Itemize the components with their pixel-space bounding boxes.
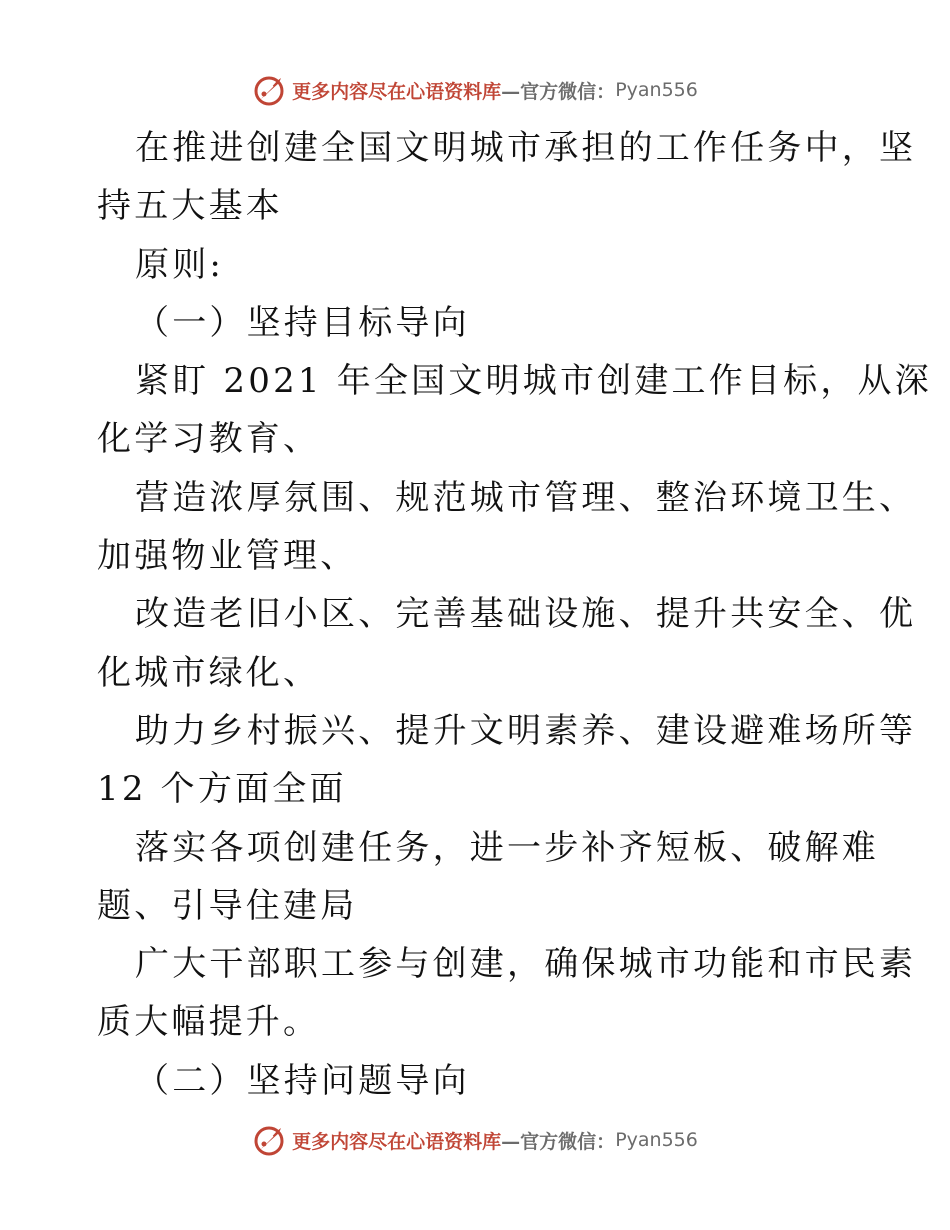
body-line: 加强物业管理、 (97, 536, 358, 577)
watermark-wechat-label: —官方微信： (501, 1130, 616, 1153)
quill-seal-icon (252, 72, 288, 108)
body-line: 质大幅提升。 (97, 1002, 321, 1043)
body-line: 改造老旧小区、完善基础设施、提升共安全、优 (135, 594, 917, 635)
body-line: 在推进创建全国文明城市承担的工作任务中，坚 (135, 128, 917, 168)
watermark-library-text: 更多内容尽在心语资料库 (292, 1130, 502, 1153)
body-line: 广大干部职工参与创建，确保城市功能和市民素 (135, 944, 917, 985)
document-body (97, 119, 932, 1110)
watermark-library-text: 更多内容尽在心语资料库 (292, 80, 502, 103)
body-line: 化城市绿化、 (97, 652, 321, 693)
watermark-wechat-id: Pyan556 (615, 79, 698, 101)
quill-seal-icon (252, 1122, 288, 1158)
watermark-wechat-id: Pyan556 (615, 1129, 698, 1151)
body-line: 化学习教育、 (97, 419, 321, 460)
body-line: 紧盯 2021 年全国文明城市创建工作目标，从深 (135, 361, 932, 402)
body-line: 落实各项创建任务，进一步补齐短板、破解难 (135, 827, 879, 868)
section-heading: （二）坚持问题导向 (135, 1060, 470, 1101)
body-line: 助力乡村振兴、提升文明素养、建设避难场所等 (135, 710, 917, 751)
footer-watermark (0, 1120, 950, 1160)
section-heading: （一）坚持目标导向 (135, 302, 470, 343)
body-line: 原则: (135, 244, 225, 285)
body-line: 题、引导住建局 (97, 885, 358, 926)
body-line: 营造浓厚氛围、规范城市管理、整治环境卫生、 (135, 477, 917, 518)
watermark-wechat-label: —官方微信： (501, 80, 616, 103)
header-watermark (0, 70, 950, 110)
body-line: 持五大基本 (97, 186, 283, 227)
body-line: 12 个方面全面 (97, 769, 347, 810)
